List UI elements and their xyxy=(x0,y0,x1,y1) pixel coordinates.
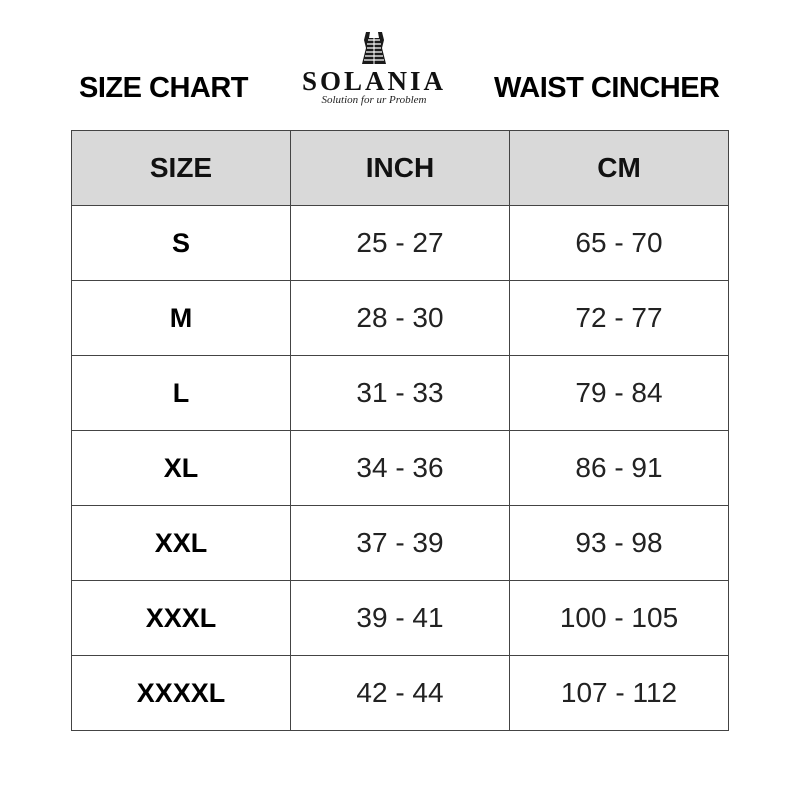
cm-cell: 79 - 84 xyxy=(510,356,729,431)
cm-cell: 86 - 91 xyxy=(510,431,729,506)
size-cell: L xyxy=(72,356,291,431)
table-row xyxy=(72,506,729,581)
brand-name: SOLANIA xyxy=(301,66,447,96)
size-cell: XXL xyxy=(72,506,291,581)
size-cell: M xyxy=(72,281,291,356)
product-title: WAIST CINCHER xyxy=(494,72,720,104)
table-row xyxy=(72,581,729,656)
size-chart-title: SIZE CHART xyxy=(79,72,248,104)
table-header-row xyxy=(72,131,729,206)
size-cell: S xyxy=(72,206,291,281)
size-cell: XL xyxy=(72,431,291,506)
page-header xyxy=(0,0,800,130)
table-row xyxy=(72,656,729,731)
corset-icon xyxy=(354,30,394,66)
inch-cell: 34 - 36 xyxy=(291,431,510,506)
inch-cell: 39 - 41 xyxy=(291,581,510,656)
size-cell: XXXL xyxy=(72,581,291,656)
table-row xyxy=(72,206,729,281)
cm-cell: 100 - 105 xyxy=(510,581,729,656)
size-table xyxy=(71,130,729,731)
size-cell: XXXXL xyxy=(72,656,291,731)
inch-cell: 37 - 39 xyxy=(291,506,510,581)
cm-cell: 72 - 77 xyxy=(510,281,729,356)
column-header-cm: CM xyxy=(510,131,729,206)
cm-cell: 65 - 70 xyxy=(510,206,729,281)
column-header-inch: INCH xyxy=(291,131,510,206)
cm-cell: 93 - 98 xyxy=(510,506,729,581)
inch-cell: 31 - 33 xyxy=(291,356,510,431)
table-row xyxy=(72,431,729,506)
inch-cell: 25 - 27 xyxy=(291,206,510,281)
brand-tagline: Solution for ur Problem xyxy=(321,94,427,106)
inch-cell: 42 - 44 xyxy=(291,656,510,731)
brand-logo xyxy=(272,30,476,120)
inch-cell: 28 - 30 xyxy=(291,281,510,356)
cm-cell: 107 - 112 xyxy=(510,656,729,731)
table-row xyxy=(72,356,729,431)
column-header-size: SIZE xyxy=(72,131,291,206)
table-row xyxy=(72,281,729,356)
